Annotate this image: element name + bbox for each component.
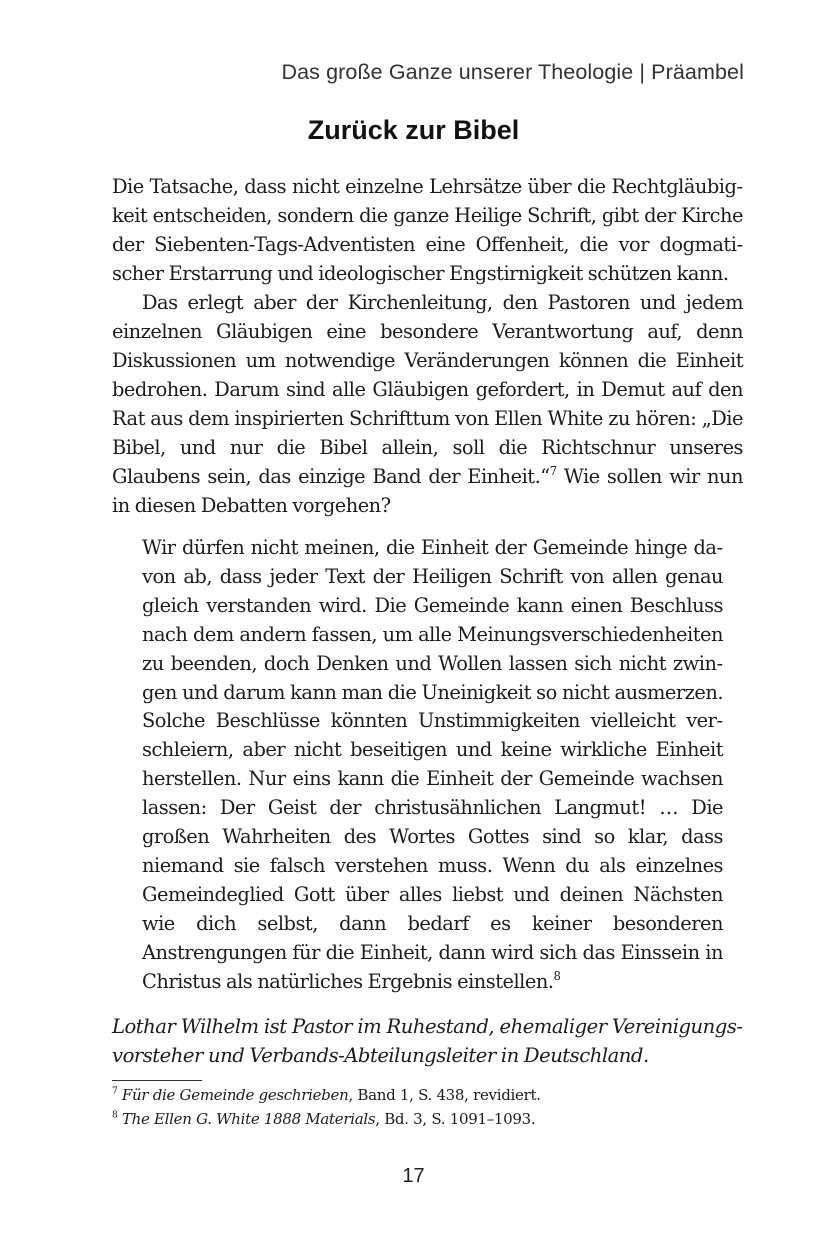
footnote — [112, 1107, 743, 1131]
footnote-source-title: Für die Gemeinde geschrieben — [121, 1086, 349, 1104]
running-header: Das große Ganze unserer Theologie | Präambel — [281, 60, 744, 84]
page-number: 17 — [402, 1165, 425, 1187]
paragraph — [112, 288, 743, 520]
quote-paragraph — [142, 534, 723, 997]
quote-text: Wir dürfen nicht meinen, die Einheit der Gemeinde hinge davon ab, dass jeder Text der Heiligen Schrift von allen genau gleich verstanden wird. Die Gemeinde kann einen Beschluss nach dem andern fassen, um alle Meinungsverschiedenheiten zu beenden, doch Denken und Wollen lassen sich nicht zwingen und darum kann man die Uneinigkeit so nicht ausmerzen. Solche Beschlüsse könnten Unstimmigkeiten vielleicht verschleiern, aber nicht beseitigen und keine wirkliche Einheit herstellen. Nur eins kann die Einheit der Gemeinde wachsen lassen: Der Geist der christusähnlichen Langmut! … Die großen Wahrheiten des Wortes Gottes sind so klar, dass niemand sie falsch verstehen muss. Wenn du als einzelnes Gemeindeglied Gott über alles liebst und deinen Nächsten wie dich selbst, dann bedarf es keiner besonderen Anstrengungen für die Einheit, dann wird sich das Einssein in Christus als natürliches Ergebnis einstellen. — [142, 536, 723, 993]
paragraph: Die Tatsache, dass nicht einzelne Lehrsätze über die Rechtgläubigkeit entscheiden, sondern die ganze Heilige Schrift, gibt der Kirche der Siebenten-Tags-Adventisten eine Offenheit, die vor dogmatischer Erstarrung und ideologischer Engstirnigkeit schützen kann. — [112, 175, 743, 285]
paragraph-text: Das erlegt aber der Kirchenleitung, den Pastoren und jedem einzelnen Gläubigen eine besondere Verantwortung auf, denn Diskussionen um notwendige Veränderungen können die Einheit bedrohen. Darum sind alle Gläubigen gefordert, in Demut auf den Rat aus dem inspirierten Schrifttum von Ellen White zu hören: „Die Bibel, und nur die Bibel allein, soll die Richtschnur unseres Glaubens sein, das einzige Band der Einheit.“ — [112, 291, 743, 488]
block-quote — [142, 534, 723, 997]
footnote-source-detail: , Bd. 3, S. 1091–1093. — [375, 1110, 536, 1128]
paragraph-text-continued: Wie sollen wir nun in diesen Debatten vorgehen? — [112, 465, 744, 517]
footnote-source-title: The Ellen G. White 1888 Materials — [121, 1110, 376, 1128]
footnote-divider — [112, 1080, 202, 1081]
footnotes — [112, 1083, 743, 1131]
body-text — [112, 172, 743, 520]
footnote-number: 8 — [112, 1110, 118, 1121]
footnote-source-detail: , Band 1, S. 438, revidiert. — [348, 1086, 541, 1104]
footnote — [112, 1083, 743, 1107]
footnote-reference[interactable]: 8 — [553, 968, 561, 983]
section-title: Zurück zur Bibel — [307, 115, 520, 145]
footnote-number: 7 — [112, 1086, 118, 1097]
footnote-reference[interactable]: 7 — [549, 463, 557, 478]
author-note-text: Lothar Wilhelm ist Pastor im Ruhestand, ehemaliger Vereinigungsvorsteher und Verbands-Abteilungsleiter in Deutschland. — [112, 1015, 743, 1067]
author-note — [112, 1012, 743, 1070]
